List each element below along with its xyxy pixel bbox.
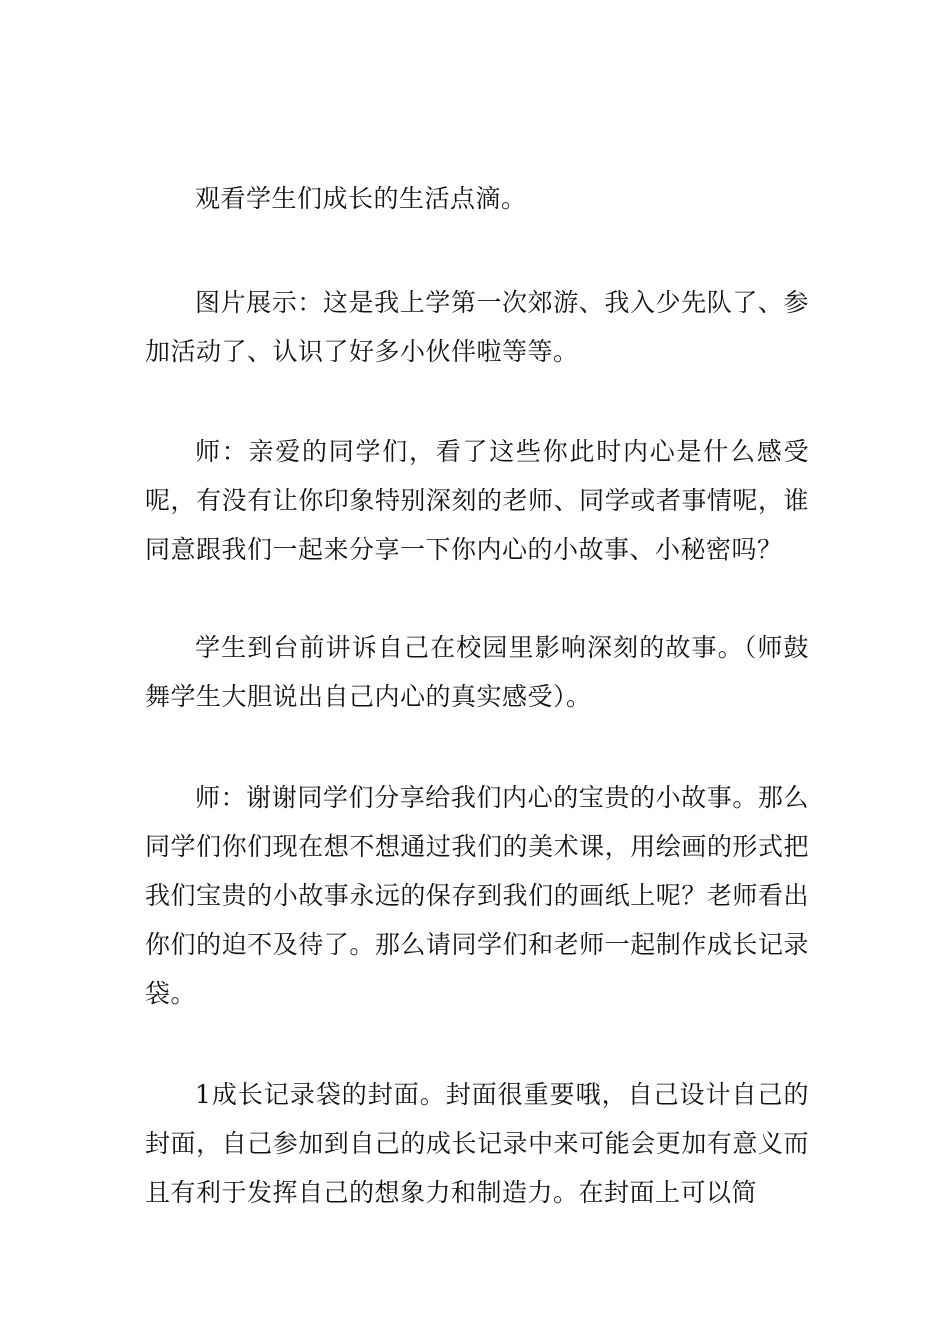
paragraph-student-story: 学生到台前讲诉自己在校园里影响深刻的故事。（师鼓舞学生大胆说出自己内心的真实感受）。 [145, 633, 809, 711]
paragraph-teacher-thanks: 师：谢谢同学们分享给我们内心的宝贵的小故事。那么同学们你们现在想不想通过我们的美术课，用绘画的形式把我们宝贵的小故事永远的保存到我们的画纸上呢？老师看出你们的迫不及待了。那么请同学们和老师一起制作成长记录袋。 [145, 783, 809, 1008]
paragraph-cover-design: 1成长记录袋的封面。封面很重要哦，自己设计自己的封面，自己参加到自己的成长记录中来可能会更加有意义而且有利于发挥自己的想象力和制造力。在封面上可以简 [145, 1080, 809, 1207]
paragraph-picture-display: 图片展示：这是我上学第一次郊游、我入少先队了、参加活动了、认识了好多小伙伴啦等等。 [145, 288, 809, 366]
paragraph-teacher-question: 师：亲爱的同学们，看了这些你此时内心是什么感受呢，有没有让你印象特别深刻的老师、同学或者事情呢，谁同意跟我们一起来分享一下你内心的小故事、小秘密吗？ [145, 437, 809, 564]
paragraph-observe-growth: 观看学生们成长的生活点滴。 [195, 184, 527, 213]
